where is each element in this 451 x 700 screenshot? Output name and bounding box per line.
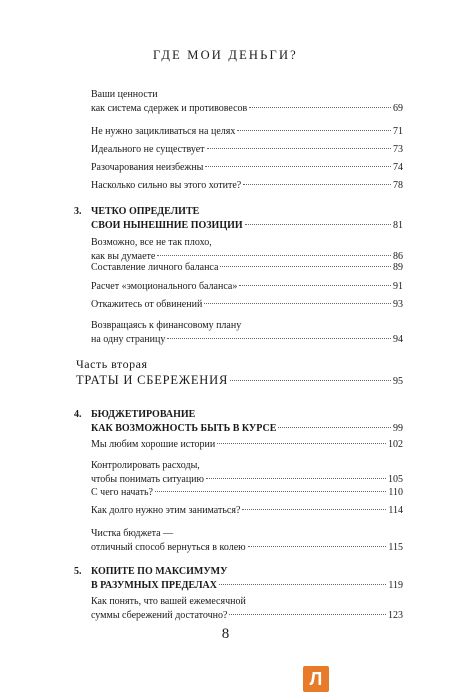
running-header: ГДЕ МОИ ДЕНЬГИ?	[153, 48, 298, 62]
entry-line: на одну страницу	[91, 334, 166, 345]
entry-page-number: 69	[393, 103, 403, 114]
part-page-number: 95	[393, 376, 403, 387]
entry-page-number: 89	[393, 262, 403, 273]
entry-page-number: 71	[393, 126, 403, 137]
toc-entry	[91, 261, 403, 275]
entry-last-line	[91, 102, 403, 116]
entry-line: С чего начать?	[91, 487, 153, 498]
entry-page-number: 73	[393, 144, 403, 155]
entry-page-number: 123	[388, 610, 403, 621]
leader-dots	[248, 546, 387, 547]
leader-dots	[220, 266, 391, 267]
leader-dots	[245, 224, 391, 225]
toc-entry	[91, 438, 403, 452]
entry-last-line	[91, 219, 403, 233]
entry-last-line	[91, 179, 403, 193]
toc-chapter-entry	[74, 205, 403, 233]
entry-last-line	[91, 280, 403, 294]
entry-last-line	[91, 298, 403, 312]
leader-dots	[229, 614, 386, 615]
entry-line: чтобы понимать ситуацию	[91, 474, 205, 485]
toc-entry	[91, 179, 403, 193]
toc-entry	[91, 88, 403, 116]
entry-last-line	[91, 504, 403, 518]
entry-last-line	[91, 125, 403, 139]
entry-last-line	[91, 541, 403, 555]
entry-line: Чистка бюджета —	[91, 528, 174, 539]
leader-dots	[207, 148, 391, 149]
entry-last-line	[91, 143, 403, 157]
entry-line: Не нужно зацикливаться на целях	[91, 126, 236, 137]
leader-dots	[217, 443, 386, 444]
entry-page-number: 94	[393, 334, 403, 345]
toc-entry	[91, 161, 403, 175]
entry-line: как система сдержек и противовесов	[91, 103, 248, 114]
leader-dots	[155, 491, 386, 492]
chapter-number: 3.	[74, 206, 82, 217]
entry-last-line	[91, 161, 403, 175]
entry-page-number: 102	[388, 439, 403, 450]
leader-dots	[167, 338, 391, 339]
entry-page-number: 93	[393, 299, 403, 310]
entry-page-number: 86	[393, 251, 403, 262]
entry-line: Возможно, все не так плохо,	[91, 237, 212, 248]
toc-entry	[91, 125, 403, 139]
leader-dots	[278, 427, 391, 428]
toc-entry	[91, 527, 403, 555]
entry-page-number: 81	[393, 220, 403, 231]
entry-line: Как долго нужно этим заниматься?	[91, 505, 241, 516]
toc-entry	[91, 459, 403, 487]
toc-entry	[91, 319, 403, 347]
entry-line: ЧЕТКО ОПРЕДЕЛИТЕ	[91, 206, 200, 217]
toc-entry	[91, 504, 403, 518]
entry-line: БЮДЖЕТИРОВАНИЕ	[91, 409, 196, 420]
entry-last-line	[91, 422, 403, 436]
entry-line: Идеального не существует	[91, 144, 205, 155]
leader-dots	[243, 184, 391, 185]
entry-line: Разочарования неизбежны	[91, 162, 204, 173]
entry-page-number: 114	[388, 505, 403, 516]
leader-dots	[237, 130, 391, 131]
entry-last-line	[91, 473, 403, 487]
toc-entry	[91, 595, 403, 623]
entry-line: Как понять, что вашей ежемесячной	[91, 596, 246, 607]
entry-line: В РАЗУМНЫХ ПРЕДЕЛАХ	[91, 580, 217, 591]
entry-line: Расчет «эмоционального баланса»	[91, 281, 238, 292]
entry-last-line	[91, 486, 403, 500]
toc-entry	[91, 486, 403, 500]
entry-line: отличный способ вернуться в колею	[91, 542, 246, 553]
leader-dots	[219, 584, 386, 585]
entry-line: Насколько сильно вы этого хотите?	[91, 180, 242, 191]
leader-dots	[242, 509, 386, 510]
entry-line: суммы сбережений достаточно?	[91, 610, 228, 621]
part-title: ТРАТЫ И СБЕРЕЖЕНИЯ	[76, 373, 229, 387]
entry-page-number: 78	[393, 180, 403, 191]
entry-line: Мы любим хорошие истории	[91, 439, 216, 450]
leader-dots	[205, 166, 391, 167]
part-title-row	[76, 373, 403, 388]
entry-line: Ваши ценности	[91, 89, 158, 100]
publisher-logo-icon: Л	[303, 666, 329, 692]
part-label: Часть вторая	[76, 357, 148, 371]
entry-page-number: 91	[393, 281, 403, 292]
leader-dots	[230, 380, 391, 381]
entry-page-number: 99	[393, 423, 403, 434]
chapter-number: 4.	[74, 409, 82, 420]
entry-page-number: 110	[388, 487, 403, 498]
entry-line: Откажитесь от обвинений	[91, 299, 203, 310]
leader-dots	[206, 478, 386, 479]
toc-entry	[91, 143, 403, 157]
toc-entry	[91, 298, 403, 312]
page-folio: 8	[221, 626, 230, 642]
entry-line: КАК ВОЗМОЖНОСТЬ БЫТЬ В КУРСЕ	[91, 423, 277, 434]
entry-last-line	[91, 579, 403, 593]
entry-line: Составление личного баланса	[91, 262, 219, 273]
entry-last-line	[91, 261, 403, 275]
leader-dots	[204, 303, 391, 304]
chapter-number: 5.	[74, 566, 82, 577]
toc-chapter-entry	[74, 565, 403, 593]
entry-line: КОПИТЕ ПО МАКСИМУМУ	[91, 566, 228, 577]
leader-dots	[249, 107, 391, 108]
entry-page-number: 105	[388, 474, 403, 485]
entry-line: Возвращаясь к финансовому плану	[91, 320, 242, 331]
entry-last-line	[91, 438, 403, 452]
toc-chapter-entry	[74, 408, 403, 436]
entry-page-number: 115	[388, 542, 403, 553]
leader-dots	[239, 285, 391, 286]
leader-dots	[157, 255, 391, 256]
toc-entry	[91, 236, 403, 264]
entry-page-number: 74	[393, 162, 403, 173]
toc-entry	[91, 280, 403, 294]
entry-last-line	[91, 333, 403, 347]
entry-last-line	[91, 609, 403, 623]
entry-line: СВОИ НЫНЕШНИЕ ПОЗИЦИИ	[91, 220, 243, 231]
entry-page-number: 119	[388, 580, 403, 591]
entry-line: как вы думаете	[91, 251, 156, 262]
entry-line: Контролировать расходы,	[91, 460, 200, 471]
